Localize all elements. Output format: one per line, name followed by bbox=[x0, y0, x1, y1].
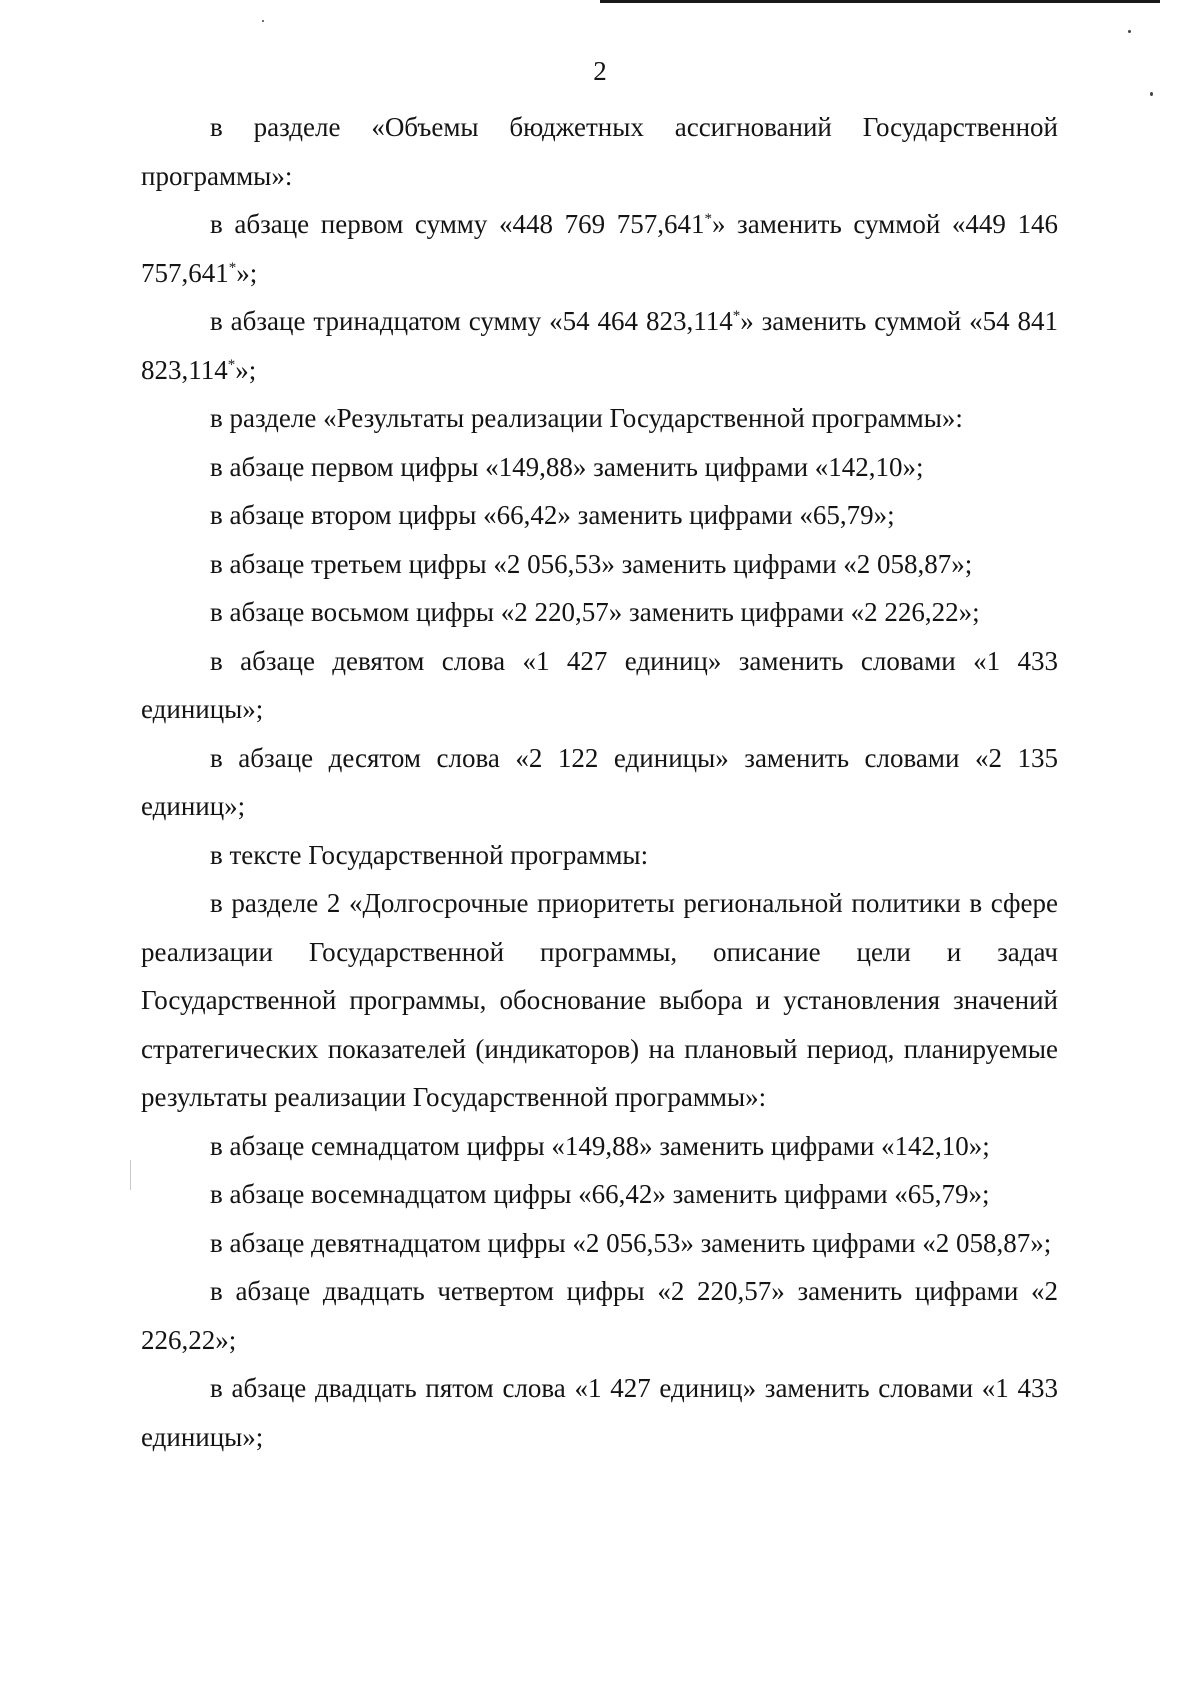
paragraph: в абзаце семнадцатом цифры «149,88» заменить цифрами «142,10»; bbox=[210, 1130, 990, 1161]
scan-speck bbox=[1128, 30, 1131, 33]
footnote-mark: * bbox=[227, 356, 236, 373]
paragraph: в абзаце первом цифры «149,88» заменить цифрами «142,10»; bbox=[210, 451, 924, 482]
paragraph: в абзаце десятом слова «2 122 единицы» заменить словами «2 135 единиц»; bbox=[141, 742, 1058, 821]
scan-speck bbox=[1150, 92, 1153, 96]
paragraph: в разделе «Объемы бюджетных ассигнований Государственной программы»: bbox=[141, 112, 1058, 191]
scan-margin-mark bbox=[130, 1160, 131, 1190]
paragraph: в тексте Государственной программы: bbox=[210, 839, 649, 870]
paragraph: в абзаце восемнадцатом цифры «66,42» заменить цифрами «65,79»; bbox=[210, 1179, 990, 1209]
paragraph: в абзаце третьем цифры «2 056,53» заменить цифрами «2 058,87»; bbox=[210, 548, 973, 579]
scan-top-rule bbox=[600, 0, 1160, 3]
paragraph: в абзаце первом сумму «448 769 757,641*» заменить суммой «449 146 757,641*»; bbox=[141, 209, 1058, 288]
paragraph: в разделе 2 «Долгосрочные приоритеты региональной политики в сфере реализации Государственной программы, описание цели и задач Государственной программы, обоснование выбора и установления значений стратегических показателей (индикаторов) на плановый период, планируемые результаты реализации Государственной программы»: bbox=[141, 888, 1058, 1112]
paragraph: в абзаце девятнадцатом цифры «2 056,53» заменить цифрами «2 058,87»; bbox=[210, 1227, 1052, 1258]
scan-speck bbox=[262, 20, 264, 22]
footnote-mark: * bbox=[228, 259, 237, 276]
paragraph: в абзаце девятом слова «1 427 единиц» заменить словами «1 433 единицы»; bbox=[141, 645, 1058, 724]
footnote-mark: * bbox=[704, 211, 712, 227]
paragraph: в абзаце двадцать четвертом цифры «2 220,57» заменить цифрами «2 226,22»; bbox=[141, 1276, 1058, 1355]
paragraph: в абзаце тринадцатом сумму «54 464 823,114*» заменить суммой «54 841 823,114*»; bbox=[141, 306, 1058, 385]
paragraph: в разделе «Результаты реализации Государственной программы»: bbox=[210, 403, 963, 433]
document-body bbox=[141, 103, 1058, 1461]
paragraph: в абзаце втором цифры «66,42» заменить цифрами «65,79»; bbox=[210, 500, 895, 530]
paragraph: в абзаце двадцать пятом слова «1 427 единиц» заменить словами «1 433 единицы»; bbox=[141, 1373, 1058, 1452]
page-number: 2 bbox=[593, 56, 607, 86]
paragraph: в абзаце восьмом цифры «2 220,57» заменить цифрами «2 226,22»; bbox=[210, 597, 980, 627]
footnote-mark: * bbox=[732, 308, 741, 324]
